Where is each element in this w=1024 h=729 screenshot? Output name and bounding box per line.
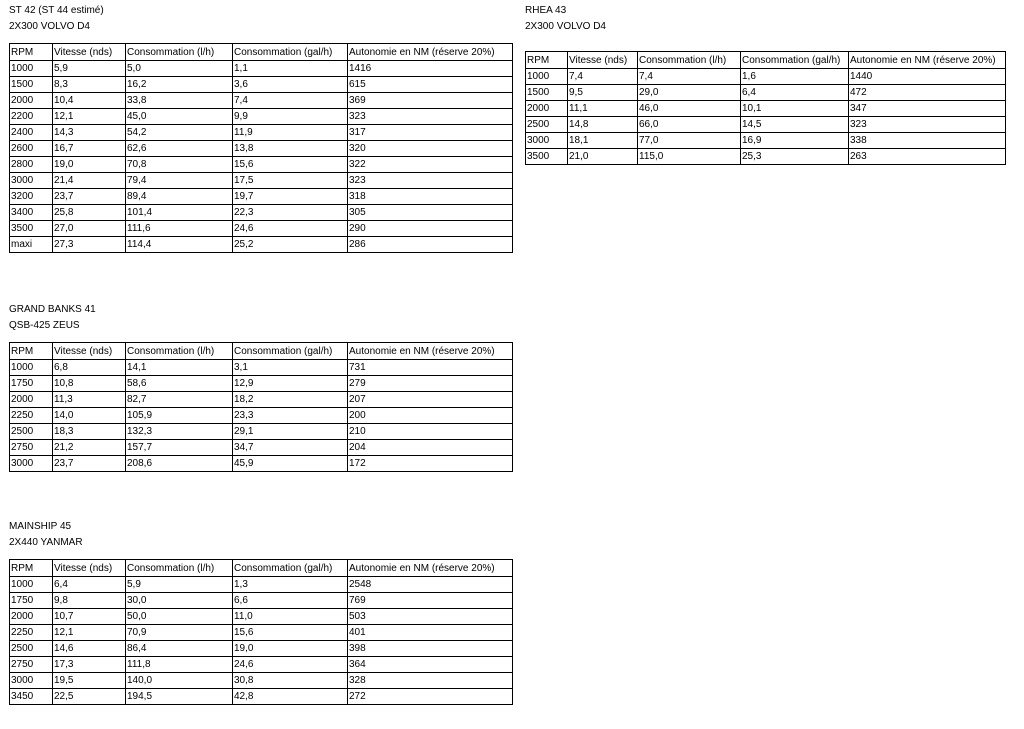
cell-rpm: 2600 (10, 141, 53, 157)
cell-conso-galh: 1,6 (741, 69, 849, 85)
cell-vitesse: 6,8 (53, 360, 126, 376)
cell-conso-galh: 19,7 (233, 189, 348, 205)
table-row (10, 141, 513, 157)
boat-title: ST 42 (ST 44 estimé) (9, 5, 104, 16)
cell-autonomie: 401 (348, 625, 513, 641)
cell-conso-lh: 14,1 (126, 360, 233, 376)
table-row (10, 221, 513, 237)
header-vitesse: Vitesse (nds) (53, 343, 126, 360)
header-autonomie: Autonomie en NM (réserve 20%) (348, 560, 513, 577)
cell-autonomie: 347 (849, 101, 1006, 117)
header-conso-galh: Consommation (gal/h) (233, 343, 348, 360)
cell-autonomie: 398 (348, 641, 513, 657)
cell-autonomie: 207 (348, 392, 513, 408)
cell-rpm: 3000 (10, 173, 53, 189)
cell-conso-lh: 46,0 (638, 101, 741, 117)
cell-conso-lh: 70,8 (126, 157, 233, 173)
cell-vitesse: 7,4 (568, 69, 638, 85)
cell-vitesse: 17,3 (53, 657, 126, 673)
table-row (10, 61, 513, 77)
cell-conso-galh: 6,6 (233, 593, 348, 609)
cell-vitesse: 18,3 (53, 424, 126, 440)
performance-table (525, 51, 1006, 165)
table-row (10, 157, 513, 173)
cell-rpm: 1000 (526, 69, 568, 85)
cell-autonomie: 200 (348, 408, 513, 424)
table-row (526, 69, 1006, 85)
cell-autonomie: 286 (348, 237, 513, 253)
cell-rpm: 2250 (10, 625, 53, 641)
table-row (10, 657, 513, 673)
header-rpm: RPM (10, 560, 53, 577)
header-rpm: RPM (10, 343, 53, 360)
header-vitesse: Vitesse (nds) (568, 52, 638, 69)
cell-rpm: 3400 (10, 205, 53, 221)
grand-banks41-section (9, 302, 513, 472)
cell-autonomie: 317 (348, 125, 513, 141)
cell-autonomie: 272 (348, 689, 513, 705)
header-vitesse: Vitesse (nds) (53, 560, 126, 577)
cell-conso-lh: 82,7 (126, 392, 233, 408)
cell-conso-lh: 132,3 (126, 424, 233, 440)
cell-conso-lh: 70,9 (126, 625, 233, 641)
cell-conso-lh: 111,6 (126, 221, 233, 237)
cell-conso-lh: 29,0 (638, 85, 741, 101)
table-row (10, 125, 513, 141)
table-row (10, 392, 513, 408)
cell-vitesse: 10,4 (53, 93, 126, 109)
cell-rpm: 3200 (10, 189, 53, 205)
cell-vitesse: 23,7 (53, 189, 126, 205)
cell-rpm: 1750 (10, 376, 53, 392)
cell-autonomie: 364 (348, 657, 513, 673)
cell-autonomie: 323 (849, 117, 1006, 133)
cell-conso-lh: 208,6 (126, 456, 233, 472)
table-row (10, 593, 513, 609)
table-row (10, 376, 513, 392)
cell-conso-galh: 11,9 (233, 125, 348, 141)
cell-vitesse: 12,1 (53, 109, 126, 125)
cell-conso-lh: 105,9 (126, 408, 233, 424)
cell-autonomie: 472 (849, 85, 1006, 101)
cell-conso-galh: 23,3 (233, 408, 348, 424)
cell-vitesse: 14,0 (53, 408, 126, 424)
cell-conso-lh: 79,4 (126, 173, 233, 189)
table-row (526, 85, 1006, 101)
table-row (10, 689, 513, 705)
cell-conso-galh: 6,4 (741, 85, 849, 101)
cell-vitesse: 14,6 (53, 641, 126, 657)
cell-vitesse: 9,5 (568, 85, 638, 101)
cell-conso-lh: 157,7 (126, 440, 233, 456)
cell-vitesse: 22,5 (53, 689, 126, 705)
table-row (10, 673, 513, 689)
cell-autonomie: 279 (348, 376, 513, 392)
cell-conso-lh: 7,4 (638, 69, 741, 85)
boat-title: GRAND BANKS 41 (9, 304, 96, 315)
cell-conso-galh: 10,1 (741, 101, 849, 117)
table-row (10, 77, 513, 93)
cell-vitesse: 27,3 (53, 237, 126, 253)
cell-vitesse: 12,1 (53, 625, 126, 641)
cell-vitesse: 8,3 (53, 77, 126, 93)
cell-rpm: 2500 (10, 424, 53, 440)
cell-conso-lh: 5,0 (126, 61, 233, 77)
cell-conso-galh: 3,6 (233, 77, 348, 93)
cell-conso-galh: 3,1 (233, 360, 348, 376)
table-row (526, 133, 1006, 149)
cell-vitesse: 11,1 (568, 101, 638, 117)
cell-autonomie: 172 (348, 456, 513, 472)
cell-autonomie: 2548 (348, 577, 513, 593)
cell-autonomie: 1440 (849, 69, 1006, 85)
cell-conso-lh: 62,6 (126, 141, 233, 157)
mainship45-section (9, 519, 513, 705)
cell-autonomie: 210 (348, 424, 513, 440)
cell-conso-galh: 17,5 (233, 173, 348, 189)
header-conso-lh: Consommation (l/h) (126, 44, 233, 61)
cell-vitesse: 25,8 (53, 205, 126, 221)
header-autonomie: Autonomie en NM (réserve 20%) (849, 52, 1006, 69)
cell-rpm: 2750 (10, 440, 53, 456)
cell-vitesse: 23,7 (53, 456, 126, 472)
cell-autonomie: 615 (348, 77, 513, 93)
boat-title: RHEA 43 (525, 5, 567, 16)
cell-autonomie: 263 (849, 149, 1006, 165)
cell-rpm: 1500 (526, 85, 568, 101)
cell-conso-lh: 16,2 (126, 77, 233, 93)
cell-conso-galh: 29,1 (233, 424, 348, 440)
cell-conso-lh: 66,0 (638, 117, 741, 133)
cell-rpm: 1000 (10, 61, 53, 77)
cell-conso-lh: 5,9 (126, 577, 233, 593)
cell-autonomie: 769 (348, 593, 513, 609)
cell-conso-lh: 114,4 (126, 237, 233, 253)
table-row (10, 205, 513, 221)
cell-conso-galh: 18,2 (233, 392, 348, 408)
cell-vitesse: 11,3 (53, 392, 126, 408)
cell-vitesse: 14,8 (568, 117, 638, 133)
cell-rpm: 1500 (10, 77, 53, 93)
cell-autonomie: 322 (348, 157, 513, 173)
header-row (10, 44, 513, 61)
performance-table (9, 342, 513, 472)
cell-rpm: 1000 (10, 360, 53, 376)
cell-vitesse: 10,8 (53, 376, 126, 392)
cell-conso-galh: 22,3 (233, 205, 348, 221)
table-row (526, 101, 1006, 117)
engine-subtitle: 2X440 YANMAR (9, 537, 83, 548)
cell-conso-galh: 7,4 (233, 93, 348, 109)
header-conso-galh: Consommation (gal/h) (233, 560, 348, 577)
cell-conso-galh: 11,0 (233, 609, 348, 625)
table-row (10, 440, 513, 456)
cell-conso-galh: 25,3 (741, 149, 849, 165)
boat-title: MAINSHIP 45 (9, 521, 72, 532)
cell-conso-galh: 13,8 (233, 141, 348, 157)
cell-conso-lh: 58,6 (126, 376, 233, 392)
table-row (526, 149, 1006, 165)
cell-conso-galh: 42,8 (233, 689, 348, 705)
cell-autonomie: 320 (348, 141, 513, 157)
cell-conso-galh: 1,1 (233, 61, 348, 77)
engine-subtitle: QSB-425 ZEUS (9, 320, 80, 331)
cell-vitesse: 21,2 (53, 440, 126, 456)
cell-conso-galh: 15,6 (233, 157, 348, 173)
cell-conso-galh: 24,6 (233, 221, 348, 237)
cell-conso-lh: 194,5 (126, 689, 233, 705)
cell-rpm: 2750 (10, 657, 53, 673)
cell-conso-lh: 50,0 (126, 609, 233, 625)
cell-vitesse: 9,8 (53, 593, 126, 609)
cell-rpm: 3000 (10, 673, 53, 689)
cell-conso-lh: 111,8 (126, 657, 233, 673)
table-row (10, 641, 513, 657)
cell-conso-lh: 115,0 (638, 149, 741, 165)
cell-vitesse: 21,4 (53, 173, 126, 189)
header-conso-galh: Consommation (gal/h) (741, 52, 849, 69)
table-row (10, 237, 513, 253)
table-row (10, 577, 513, 593)
cell-vitesse: 14,3 (53, 125, 126, 141)
engine-subtitle: 2X300 VOLVO D4 (9, 21, 90, 32)
table-row (526, 117, 1006, 133)
table-row (10, 625, 513, 641)
header-rpm: RPM (10, 44, 53, 61)
cell-rpm: 2800 (10, 157, 53, 173)
cell-conso-galh: 1,3 (233, 577, 348, 593)
cell-vitesse: 21,0 (568, 149, 638, 165)
cell-vitesse: 5,9 (53, 61, 126, 77)
cell-conso-galh: 12,9 (233, 376, 348, 392)
table-row (10, 609, 513, 625)
header-rpm: RPM (526, 52, 568, 69)
cell-autonomie: 323 (348, 173, 513, 189)
cell-conso-galh: 30,8 (233, 673, 348, 689)
cell-conso-galh: 16,9 (741, 133, 849, 149)
cell-conso-lh: 54,2 (126, 125, 233, 141)
cell-conso-lh: 140,0 (126, 673, 233, 689)
cell-vitesse: 27,0 (53, 221, 126, 237)
cell-rpm: 2000 (10, 93, 53, 109)
cell-autonomie: 318 (348, 189, 513, 205)
header-row (526, 52, 1006, 69)
cell-rpm: 2000 (526, 101, 568, 117)
header-conso-lh: Consommation (l/h) (638, 52, 741, 69)
cell-rpm: 2500 (526, 117, 568, 133)
cell-conso-galh: 14,5 (741, 117, 849, 133)
cell-conso-lh: 77,0 (638, 133, 741, 149)
cell-rpm: maxi (10, 237, 53, 253)
cell-vitesse: 16,7 (53, 141, 126, 157)
cell-vitesse: 19,5 (53, 673, 126, 689)
cell-rpm: 3500 (526, 149, 568, 165)
header-conso-lh: Consommation (l/h) (126, 343, 233, 360)
cell-rpm: 1750 (10, 593, 53, 609)
cell-rpm: 3000 (526, 133, 568, 149)
cell-conso-galh: 24,6 (233, 657, 348, 673)
table-row (10, 93, 513, 109)
cell-vitesse: 18,1 (568, 133, 638, 149)
cell-autonomie: 369 (348, 93, 513, 109)
table-row (10, 408, 513, 424)
cell-rpm: 2000 (10, 609, 53, 625)
cell-rpm: 2400 (10, 125, 53, 141)
cell-rpm: 2000 (10, 392, 53, 408)
performance-table (9, 559, 513, 705)
performance-table (9, 43, 513, 253)
cell-conso-lh: 33,8 (126, 93, 233, 109)
cell-rpm: 2250 (10, 408, 53, 424)
cell-conso-lh: 30,0 (126, 593, 233, 609)
cell-rpm: 3000 (10, 456, 53, 472)
cell-autonomie: 328 (348, 673, 513, 689)
cell-conso-galh: 34,7 (233, 440, 348, 456)
table-row (10, 173, 513, 189)
cell-vitesse: 19,0 (53, 157, 126, 173)
header-conso-lh: Consommation (l/h) (126, 560, 233, 577)
cell-autonomie: 338 (849, 133, 1006, 149)
engine-subtitle: 2X300 VOLVO D4 (525, 21, 606, 32)
cell-autonomie: 305 (348, 205, 513, 221)
cell-conso-galh: 45,9 (233, 456, 348, 472)
header-autonomie: Autonomie en NM (réserve 20%) (348, 343, 513, 360)
cell-rpm: 3450 (10, 689, 53, 705)
header-row (10, 343, 513, 360)
cell-autonomie: 503 (348, 609, 513, 625)
cell-vitesse: 6,4 (53, 577, 126, 593)
cell-conso-lh: 89,4 (126, 189, 233, 205)
table-row (10, 360, 513, 376)
cell-conso-lh: 86,4 (126, 641, 233, 657)
cell-conso-galh: 15,6 (233, 625, 348, 641)
cell-rpm: 1000 (10, 577, 53, 593)
cell-conso-galh: 19,0 (233, 641, 348, 657)
header-conso-galh: Consommation (gal/h) (233, 44, 348, 61)
table-row (10, 189, 513, 205)
cell-conso-galh: 25,2 (233, 237, 348, 253)
cell-autonomie: 290 (348, 221, 513, 237)
cell-rpm: 2200 (10, 109, 53, 125)
cell-conso-galh: 9,9 (233, 109, 348, 125)
cell-vitesse: 10,7 (53, 609, 126, 625)
table-row (10, 424, 513, 440)
cell-conso-lh: 101,4 (126, 205, 233, 221)
header-autonomie: Autonomie en NM (réserve 20%) (348, 44, 513, 61)
cell-autonomie: 1416 (348, 61, 513, 77)
cell-autonomie: 323 (348, 109, 513, 125)
cell-rpm: 2500 (10, 641, 53, 657)
rhea43-section (525, 3, 1006, 165)
header-vitesse: Vitesse (nds) (53, 44, 126, 61)
cell-rpm: 3500 (10, 221, 53, 237)
cell-autonomie: 204 (348, 440, 513, 456)
cell-autonomie: 731 (348, 360, 513, 376)
table-row (10, 109, 513, 125)
cell-conso-lh: 45,0 (126, 109, 233, 125)
header-row (10, 560, 513, 577)
table-row (10, 456, 513, 472)
st42-section (9, 3, 513, 253)
